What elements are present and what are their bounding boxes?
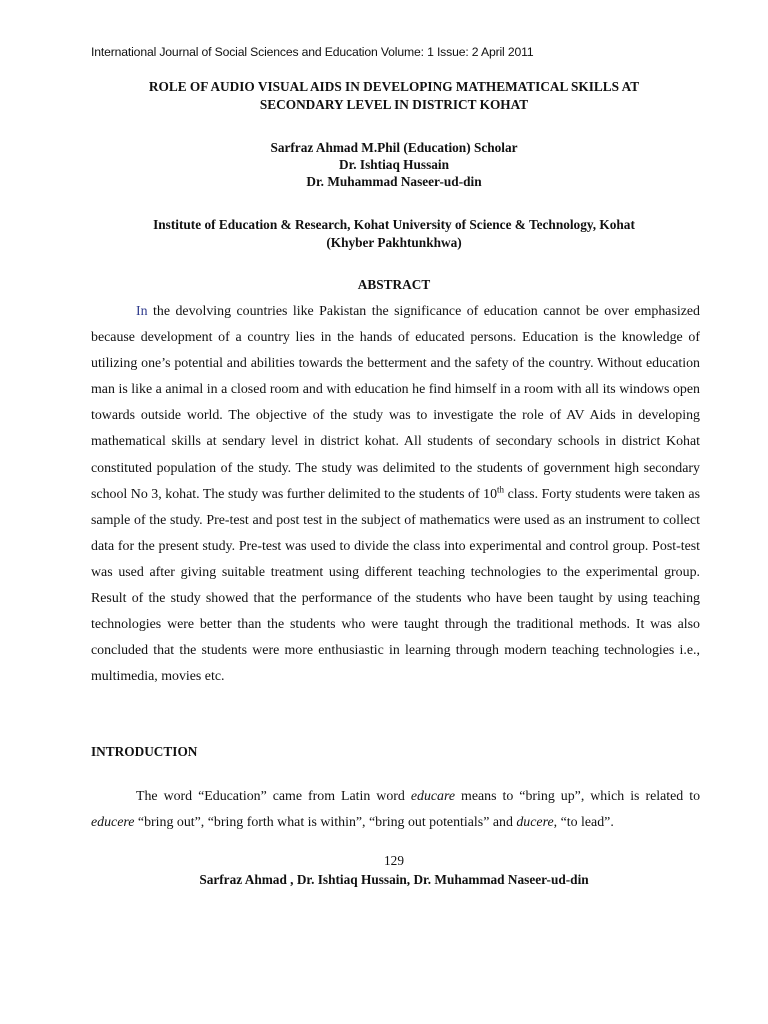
abstract-text-part-2: class. Forty students were taken as sample of the study. Pre-test and post test in the subject of mathematics were used as an instrument to collect data for the present study. Pre-test was used to divide the class into experimental and control group. Post-test was used after giving suitable treatment using different teaching technologies to the experimental group. Result of the study showed that the performance of the students who have been taught by using teaching technologies were better than the students who were taught through the traditional methods. It was also concluded that the students were more enthusiastic in learning through modern teaching technologies i.e., multimedia, movies etc. xyxy=(91,486,700,685)
superscript-th: th xyxy=(497,484,505,495)
affiliation xyxy=(80,216,708,252)
running-header: International Journal of Social Sciences and Education Volume: 1 Issue: 2 April 2011 xyxy=(91,45,534,59)
abstract-text-part-1: the devolving countries like Pakistan the significance of education cannot be over emphasized because development of a country lies in the hands of educated persons. Education is the knowledge of utilizing one’s potential and abilities towards the betterment and the safety of the country. Without education man is like a animal in a closed room and with education he find himself in a room with all its windows open towards outside world. The objective of the study was to investigate the role of AV Aids in developing mathematical skills at sendary level in district kohat. All students of secondary schools in district Kohat constituted population of the study. The study was delimited to the students of government high secondary school No 3, kohat. The study was further delimited to the students of 10 xyxy=(91,304,700,502)
author-list xyxy=(80,139,708,190)
abstract-body xyxy=(91,299,700,690)
introduction-body xyxy=(91,784,700,836)
author-2: Dr. Ishtiaq Hussain xyxy=(339,157,449,172)
intro-text-c: “bring out”, “bring forth what is within”, “bring out potentials” and xyxy=(134,815,517,831)
page-number: 129 xyxy=(384,853,404,868)
intro-term-ducere: ducere xyxy=(516,815,554,831)
intro-term-educare: educare xyxy=(410,789,456,804)
affiliation-line-2: (Khyber Pakhtunkhwa) xyxy=(326,235,462,250)
affiliation-line-1: Institute of Education & Research, Kohat University of Science & Technology, Kohat xyxy=(153,217,635,232)
paper-title-line-1: ROLE OF AUDIO VISUAL AIDS IN DEVELOPING MATHEMATICAL SKILLS AT xyxy=(148,79,640,94)
author-1: Sarfraz Ahmad M.Phil (Education) Scholar xyxy=(270,140,518,155)
paper-title xyxy=(80,78,708,114)
abstract-first-word: In xyxy=(136,304,148,319)
intro-text-d: , “to lead”. xyxy=(553,815,614,831)
author-3: Dr. Muhammad Naseer-ud-din xyxy=(306,174,482,189)
footer-authors: Sarfraz Ahmad , Dr. Ishtiaq Hussain, Dr. Muhammad Naseer-ud-din xyxy=(199,872,589,887)
paper-title-line-2: SECONDARY LEVEL IN DISTRICT KOHAT xyxy=(259,97,529,112)
intro-text-b: means to “bring up”, which is related to xyxy=(455,789,701,804)
abstract-heading: ABSTRACT xyxy=(357,277,431,292)
introduction-heading: INTRODUCTION xyxy=(91,744,198,759)
intro-term-educere: educere xyxy=(91,815,135,831)
intro-text-a: The word “Education” came from Latin word xyxy=(136,789,411,804)
